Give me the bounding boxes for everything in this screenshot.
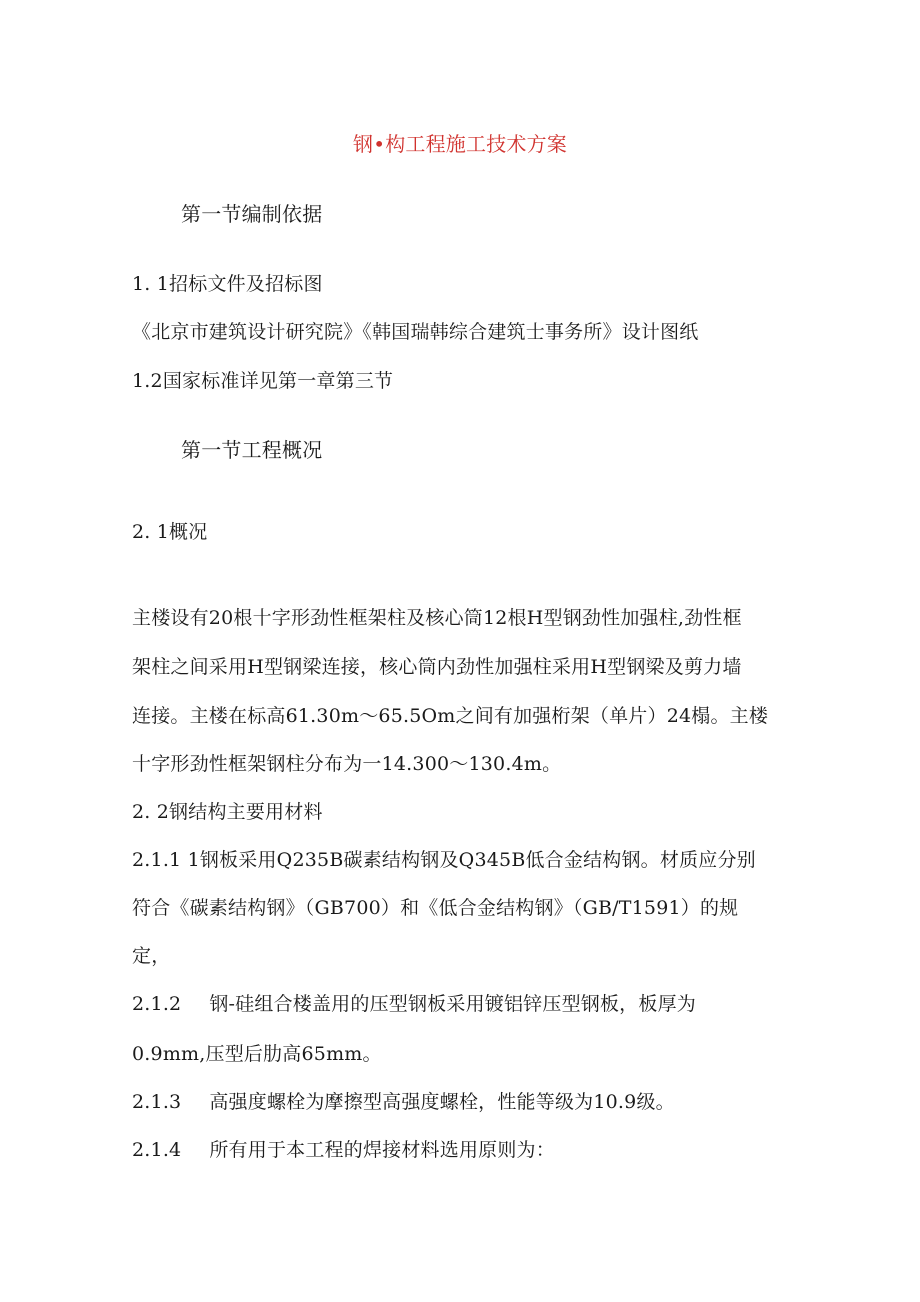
item-2-1-4-number: 2.1.4 — [132, 1139, 182, 1161]
item-2-1-2 — [132, 992, 696, 1016]
section2-heading: 第一节工程概况 — [181, 438, 323, 462]
overview-line: 架柱之间采用H型钢梁连接，核心筒内劲性加强柱采用H型钢梁及剪力墙 — [132, 656, 742, 678]
item-2-1-1-line: 符合《碳素结构钢》（GB700）和《低合金结构钢》（GB/T1591）的规 — [132, 897, 739, 919]
section1-heading: 第一节编制依据 — [181, 202, 323, 226]
item-2-1: 2. 1概况 — [132, 521, 208, 543]
item-1-1: 1. 1招标文件及招标图 — [132, 273, 323, 295]
item-2-1-3-text: 高强度螺栓为摩擦型高强度螺栓，性能等级为10.9级。 — [209, 1091, 675, 1113]
item-2-2: 2. 2钢结构主要用材料 — [132, 801, 323, 823]
item-2-1-1-line: 2.1.1 1钢板采用Q235B碳素结构钢及Q345B低合金结构钢。材质应分别 — [132, 849, 756, 871]
item-2-1-2-continuation: 0.9mm,压型后肋高65mm。 — [132, 1043, 382, 1065]
item-2-1-3 — [132, 1090, 675, 1114]
document-title: 钢•构工程施工技术方案 — [353, 132, 567, 156]
overview-line: 主楼设有20根十字形劲性框架柱及核心筒12根H型钢劲性加强柱,劲性框 — [132, 607, 742, 629]
item-1-1-text: 《北京市建筑设计研究院》《韩国瑞韩综合建筑士事务所》设计图纸 — [132, 321, 699, 343]
overview-line: 十字形劲性框架钢柱分布为一14.300～130.4m。 — [132, 753, 562, 775]
item-2-1-1-line: 定， — [132, 945, 171, 967]
item-2-1-2-text: 钢-硅组合楼盖用的压型钢板采用镀铝锌压型钢板，板厚为 — [209, 993, 696, 1015]
item-1-2: 1.2国家标准详见第一章第三节 — [132, 370, 394, 392]
item-2-1-3-number: 2.1.3 — [132, 1091, 182, 1113]
item-2-1-4-text: 所有用于本工程的焊接材料选用原则为： — [209, 1139, 555, 1161]
item-2-1-2-number: 2.1.2 — [132, 993, 182, 1015]
overview-line: 连接。主楼在标高61.30m～65.5Om之间有加强桁架（单片）24榻。主楼 — [132, 705, 769, 727]
item-2-1-4 — [132, 1138, 555, 1162]
